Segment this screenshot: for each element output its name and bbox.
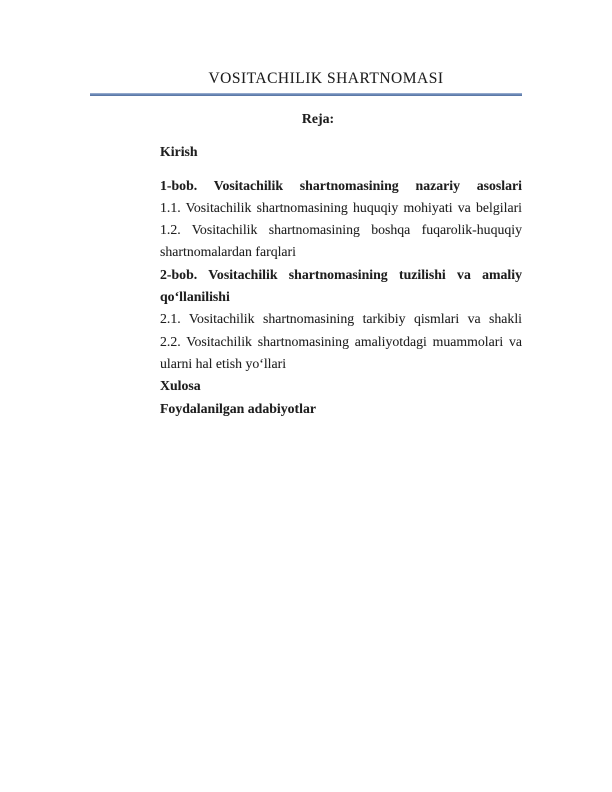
chapter1-item-1-1: 1.1. Vositachilik shartnomasining huquqiy mohiyati va belgilari — [160, 199, 522, 215]
section-xulosa: Xulosa — [160, 378, 201, 394]
chapter2-heading: 2-bob. Vositachilik shartnomasining tuzilishi va amaliy qo‘llanilishi — [160, 266, 522, 305]
section-references: Foydalanilgan adabiyotlar — [160, 400, 317, 416]
plan-heading: Reja: — [301, 111, 335, 126]
chapter1-heading: 1-bob. Vositachilik shartnomasining nazariy asoslari — [160, 177, 522, 193]
section-kirish: Kirish — [160, 144, 198, 160]
outline-body — [160, 141, 522, 420]
title-underline — [90, 93, 522, 96]
chapter1-item-1-2: 1.2. Vositachilik shartnomasining boshqa fuqarolik-huquqiy shartnomalardan farqlari — [160, 222, 522, 260]
chapter2-item-2-2: 2.2. Vositachilik shartnomasining amaliyotdagi muammolari va ularni hal etish yo‘llari — [160, 333, 522, 371]
page-title: VOSITACHILIK SHARTNOMASI — [208, 70, 444, 87]
chapter2-item-2-1: 2.1. Vositachilik shartnomasining tarkibiy qismlari va shakli — [160, 311, 522, 327]
